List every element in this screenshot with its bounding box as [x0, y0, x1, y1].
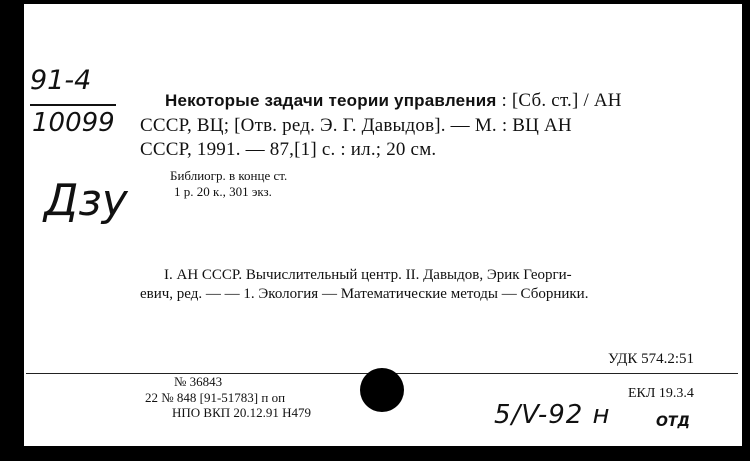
- catalog-card: [24, 4, 742, 446]
- title-line-3: СССР, 1991. — 87,[1] с. : ил.; 20 см.: [140, 139, 437, 160]
- book-title: Некоторые задачи теории управления: [165, 91, 497, 110]
- handwritten-mark: ОТД: [656, 414, 690, 430]
- shelf-mark-second: [32, 108, 115, 138]
- handwritten-initials: Дзу: [44, 175, 128, 226]
- udc-code: УДК 574.2:51: [608, 351, 695, 367]
- ekl-code: ЕКЛ 19.3.4: [628, 386, 694, 401]
- tracings-line-2: евич, ред. — — 1. Экология — Математические методы — Сборники.: [140, 286, 589, 302]
- shelf-mark-underline: [30, 104, 116, 106]
- punch-hole: [360, 368, 404, 412]
- tracings-line-1: I. АН СССР. Вычислительный центр. II. Давыдов, Эрик Георги-: [164, 267, 572, 283]
- title-line-1-rest: : [Сб. ст.] / АН: [496, 90, 622, 111]
- shelf-mark-line1: 91-4: [30, 65, 92, 96]
- price-note: 1 р. 20 к., 301 экз.: [174, 184, 272, 199]
- bibliography-note: Библиогр. в конце ст.: [170, 168, 288, 183]
- shelf-mark: [30, 66, 91, 96]
- handwritten-date: 5/V-92 н: [494, 400, 611, 430]
- footer-order: 22 № 848 [91-51783] п оп: [145, 390, 286, 405]
- title-line-1: [165, 88, 622, 113]
- footer-printer: НПО ВКП 20.12.91 Н479: [172, 405, 312, 420]
- title-line-2: СССР, ВЦ; [Отв. ред. Э. Г. Давыдов]. — М. : ВЦ АН: [140, 115, 572, 136]
- shelf-mark-line2: 10099: [32, 108, 115, 138]
- footer-number: № 36843: [174, 374, 223, 389]
